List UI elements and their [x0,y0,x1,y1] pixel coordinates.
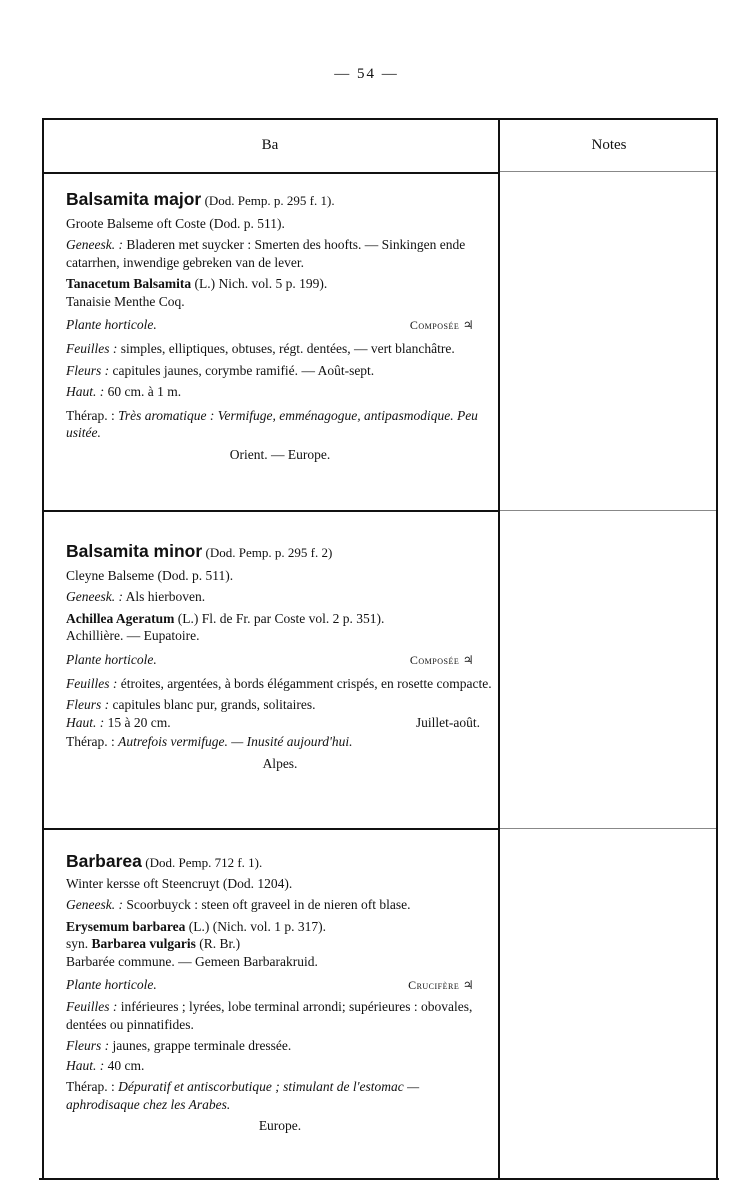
therap-text: Autrefois vermifuge. — Inusité aujourd'hui. [118,734,353,750]
therap-text: Très aromatique : Vermifuge, emménagogue, antipasmodique. Peu usitée. [66,407,478,441]
plant-family: Composée ♃ [409,652,474,667]
geneesk-label: Geneesk. : [66,589,123,605]
column-header-notes: Notes [591,136,627,153]
feuilles-label: Feuilles : [66,675,118,691]
plant-reference: (Dod. Pemp. 712 f. 1). [145,855,263,870]
plant-family: Crucifère ♃ [408,978,474,993]
feuilles-text: simples, elliptiques, obtuses, régt. dentées, — vert blanchâtre. [120,341,455,357]
notes-divider-1 [500,510,716,511]
dutch-name: Cleyne Balseme (Dod. p. 511). [66,567,234,583]
geneesk-text: Als hierboven. [125,589,206,605]
synonym-name: Erysemum barbarea [66,918,186,934]
page-number: — 54 — [334,66,399,82]
plant-family: Composée ♃ [409,318,474,333]
haut-label: Haut. : [66,714,105,730]
herbarium-table [42,118,718,1181]
synonym-reference-2: (R. Br.) [199,936,241,952]
geneesk-text: Bladeren met suycker : Smerten des hoofts. — Sinkingen ende catarrhen, inwendige gebreken van de lever. [66,237,466,270]
haut-label: Haut. : [66,384,105,400]
haut-text: 40 cm. [107,1057,145,1073]
plant-reference: (Dod. Pemp. p. 295 f. 1). [204,193,335,208]
geneesk-text: Scoorbuyck : steen oft graveel in de nieren oft blase. [126,897,411,913]
feuilles-label: Feuilles : [66,999,118,1015]
geneesk-label: Geneesk. : [66,237,123,253]
synonym-reference: (L.) Nich. vol. 5 p. 199). [194,276,328,292]
synonym-reference: (L.) Fl. de Fr. par Coste vol. 2 p. 351). [177,610,385,626]
synonym-prefix: syn. [66,936,89,952]
french-name: Achillière. — Eupatoire. [66,628,200,644]
fleurs-text: capitules blanc pur, grands, solitaires. [112,697,316,713]
therap-text: Dépuratif et antiscorbutique ; stimulant de l'estomac — aphrodisaque chez les Arabes. [66,1079,420,1112]
plant-name: Barbarea [66,851,142,871]
haut-text: 15 à 20 cm. [107,714,171,730]
left-rule [42,118,44,1180]
synonym-name: Achillea Ageratum [66,610,175,626]
cultivation-note: Plante horticole. [66,651,157,667]
flowering-season: Juillet-août. [415,714,480,730]
entry-balsamita-major [66,188,494,463]
fleurs-text: jaunes, grappe terminale dressée. [112,1038,292,1054]
fleurs-label: Fleurs : [66,362,110,378]
origin: Orient. — Europe. [229,446,331,462]
french-name: Barbarée commune. — Gemeen Barbarakruid. [66,953,318,969]
feuilles-label: Feuilles : [66,341,118,357]
entry-barbarea [66,850,494,1135]
entry-divider-2 [42,828,498,830]
synonym-reference: (L.) (Nich. vol. 1 p. 317). [188,918,326,934]
header-rule [42,172,498,174]
column-header-ba: Ba [261,136,279,153]
flowering-season: — Août-sept. [301,362,375,378]
feuilles-text: inférieures ; lyrées, lobe terminal arrondi; supérieures : obovales, dentées ou pinnatifides. [66,999,473,1032]
synonym-name: Tanacetum Balsamita [66,276,192,292]
bottom-rule [39,1178,719,1180]
geneesk-label: Geneesk. : [66,897,123,913]
fleurs-label: Fleurs : [66,697,110,713]
synonym-name-2: Barbarea vulgaris [91,936,196,952]
entry-divider-1 [42,510,498,512]
fleurs-text: capitules jaunes, corymbe ramifié. [112,362,299,378]
cultivation-note: Plante horticole. [66,977,157,993]
origin: Europe. [258,1118,302,1134]
cultivation-note: Plante horticole. [66,317,157,333]
therap-label: Thérap. : [66,734,115,750]
haut-text: 60 cm. à 1 m. [107,384,182,400]
french-name: Tanaisie Menthe Coq. [66,293,185,309]
column-divider [498,118,500,1180]
therap-label: Thérap. : [66,407,115,423]
haut-label: Haut. : [66,1057,105,1073]
entry-balsamita-minor [66,540,494,772]
right-rule [716,118,718,1180]
therap-label: Thérap. : [66,1079,115,1095]
fleurs-label: Fleurs : [66,1038,110,1054]
dutch-name: Winter kersse oft Steencruyt (Dod. 1204). [66,875,293,891]
dutch-name: Groote Balseme oft Coste (Dod. p. 511). [66,215,285,231]
origin: Alpes. [262,755,298,771]
plant-name: Balsamita major [66,189,202,209]
plant-reference: (Dod. Pemp. p. 295 f. 2) [205,545,333,560]
plant-name: Balsamita minor [66,541,203,561]
feuilles-text: étroites, argentées, à bords élégamment crispés, en rosette compacte. [120,675,492,691]
notes-divider-2 [500,828,716,829]
